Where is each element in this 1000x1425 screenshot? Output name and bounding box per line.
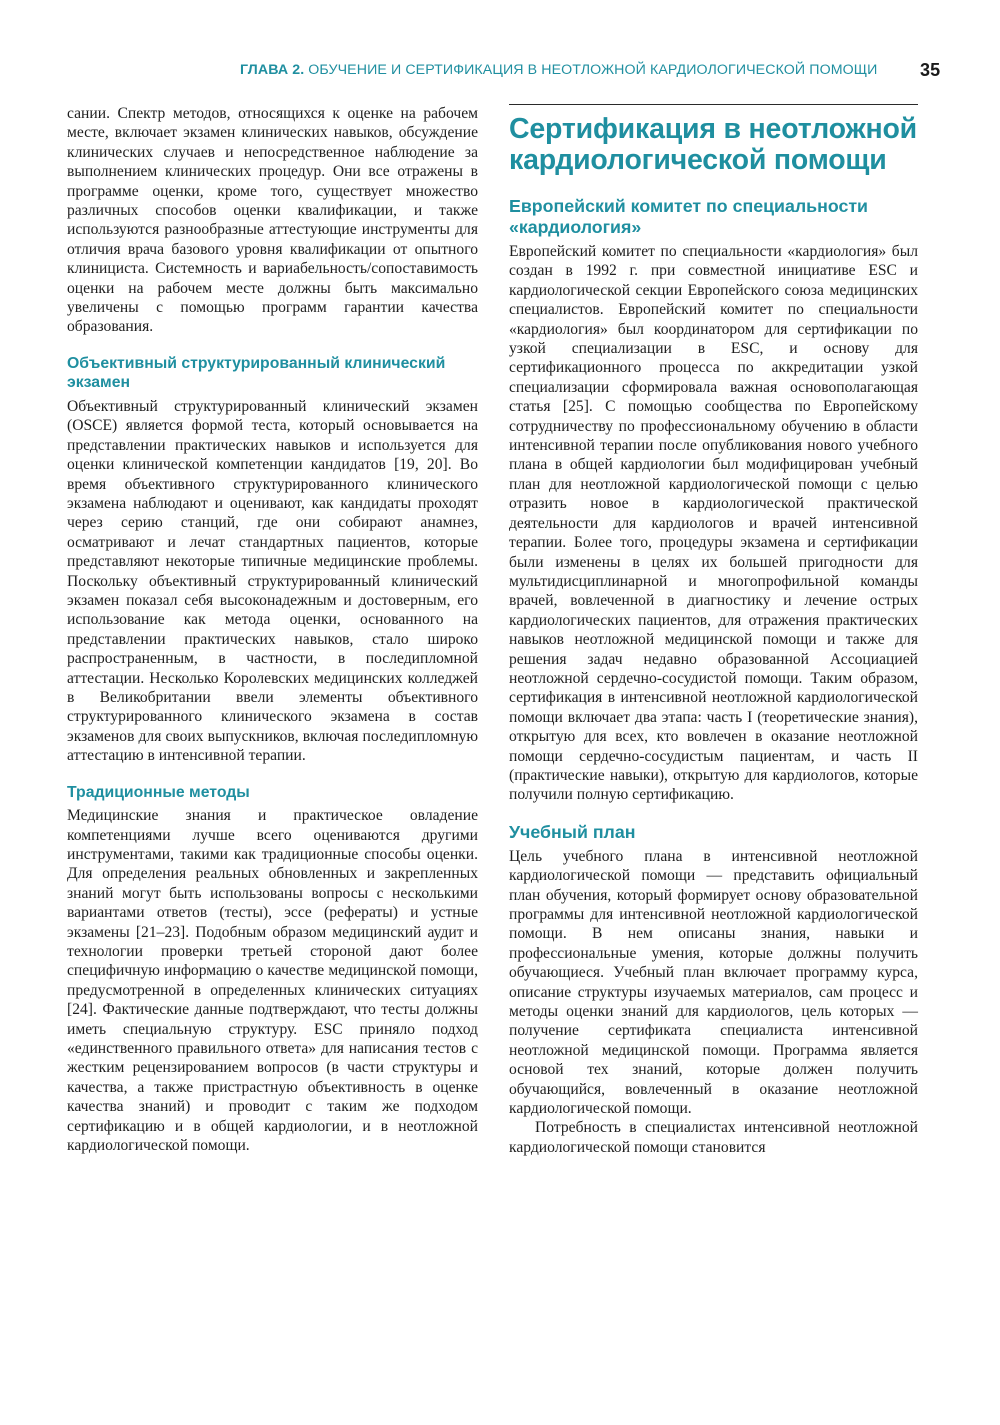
osce-heading: Объективный структурированный клинический экзамен [67, 354, 446, 392]
committee-heading: Европейский комитет по специальности «кардиология» [509, 196, 868, 237]
page-number: 35 [920, 60, 941, 80]
chapter-label: ГЛАВА 2. [240, 62, 305, 78]
left-column [67, 104, 478, 1155]
traditional-methods-heading: Традиционные методы [67, 783, 250, 801]
curriculum-paragraph: Цель учебного плана в интенсивной неотложной кардиологической помощи — представить официальный план обучения, который формирует основу образовательной программы для интенсивной неотложной кардиологической помощи. В нем описаны знания, навыки и профессиональные умения, которые должны получить обучающиеся. Учебный план включает программу курса, описание структуры изучаемых материалов, сам процесс и методы оценки знаний для кардиологов, цель которых — получение сертификата специалиста интенсивной неотложной медицинской помощи. Программа является основой тех знаний, которые должен получить обучающийся, вовлеченный в оказание неотложной кардиологической помощи. [509, 847, 918, 1118]
intro-paragraph: сании. Спектр методов, относящихся к оценке на рабочем месте, включает экзамен клинических навыков, обсуждение клинических случаев и непосредственное наблюдение за выполнением клинических процедур. Они все отражены в программе оценки, кроме того, существует множество различных способов оценки квалификации, и также используются разнообразные аттестующие инструменты для отличия врача базового уровня квалификации от опытного клинициста. Системность и вариабельность/сопоставимость оценки на рабочем месте должны быть максимально увеличены с помощью программ гарантии качества образования. [67, 105, 478, 336]
closing-paragraph: Потребность в специалистах интенсивной неотложной кардиологической помощи становится [509, 1119, 918, 1156]
section-title: Сертификация в неотложной кардиологической помощи [509, 113, 917, 176]
running-head [240, 62, 940, 78]
right-column [509, 104, 918, 1157]
traditional-methods-paragraph: Медицинские знания и практическое овладение компетенциями лучше всего оцениваются другими инструментами, такими как традиционные способы оценки. Для определения реальных обновленных и закрепленных знаний могут быть использованы вопросы с несколькими вариантами ответов (тесты), эссе (рефераты) и устные экзамены [21–23]. Подобным образом медицинский аудит и технологии проверки третьей стороной дают более специфичную информацию о качестве медицинской помощи, предусмотренной в определенных клинических ситуациях [24]. Фактические данные подтверждают, что тесты должны иметь специальную структуру. ESC приняло подход «единственного правильного ответа» для написания тестов с жестким рецензированием вопросов (в части структуры и качества, а также пристрастную объективность в оценке качества знаний) и проводит с таким же подходом сертификацию и в общей кардиологии, и в неотложной кардиологической помощи. [67, 807, 478, 1154]
chapter-title: ОБУЧЕНИЕ И СЕРТИФИКАЦИЯ В НЕОТЛОЖНОЙ КАРДИОЛОГИЧЕСКОЙ ПОМОЩИ [308, 62, 878, 78]
osce-paragraph: Объективный структурированный клинический экзамен (OSCE) является формой теста, который основывается на представлении практических навыков и используется для оценки клинической компетенции кандидатов [19, 20]. Во время объективного структурированного клинического экзамена наблюдают и оценивают, как кандидаты проходят через серию станций, где они собирают анамнез, осматривают и лечат стандартных пациентов, которые представляют некоторые типичные медицинские проблемы. Поскольку объективный структурированный клинический экзамен показал себя высоконадежным и достоверным, его использование как метода оценки, основанного на представлении практических навыков, стало широко распространенным, в частности, в последипломной аттестации. Несколько Королевских медицинских колледжей в Великобритании ввели элементы объективного структурированного клинического экзамена в состав экзаменов для своих выпускников, включая последипломную аттестацию в интенсивной терапии. [67, 397, 478, 765]
committee-paragraph: Европейский комитет по специальности «кардиология» был создан в 1992 г. при совместной инициативе ESC и кардиологической секции Европейского союза медицинских специалистов. Европейский комитет по специальности «кардиология» был координатором для сертификации по узкой специализации в ESC, и основу для сертификационного процесса по аккредитации узкой специализации сформировала важная основополагающая статья [25]. С помощью сообщества по Европейскому сотрудничеству по профессиональному обучению в области интенсивной терапии после опубликования нового учебного плана в общей кардиологии был модифицирован учебный план для неотложной кардиологической помощи с целью отразить новое в кардиологической практической деятельности для кардиологов и врачей интенсивной терапии. Более того, процедуры экзамена и сертификации были изменены в целях их большей пригодности для мультидисциплинарной и многопрофильной команды врачей, вовлеченной в диагностику и лечение острых кардиологических пациентов, для отражения практических навыков неотложной медицинской помощи и также для решения задач недавно образованной Ассоциацией неотложной сердечно-сосудистой помощи. Таким образом, сертификация в интенсивной неотложной кардиологической помощи включает два этапа: часть I (теоретические знания), открытую для всех, кто вовлечен в оказание неотложной помощи сердечно-сосудистым пациентам, и часть II (практические навыки), открытую для кардиологов, которые получили полную сертификацию. [509, 243, 918, 804]
curriculum-heading: Учебный план [509, 821, 636, 842]
